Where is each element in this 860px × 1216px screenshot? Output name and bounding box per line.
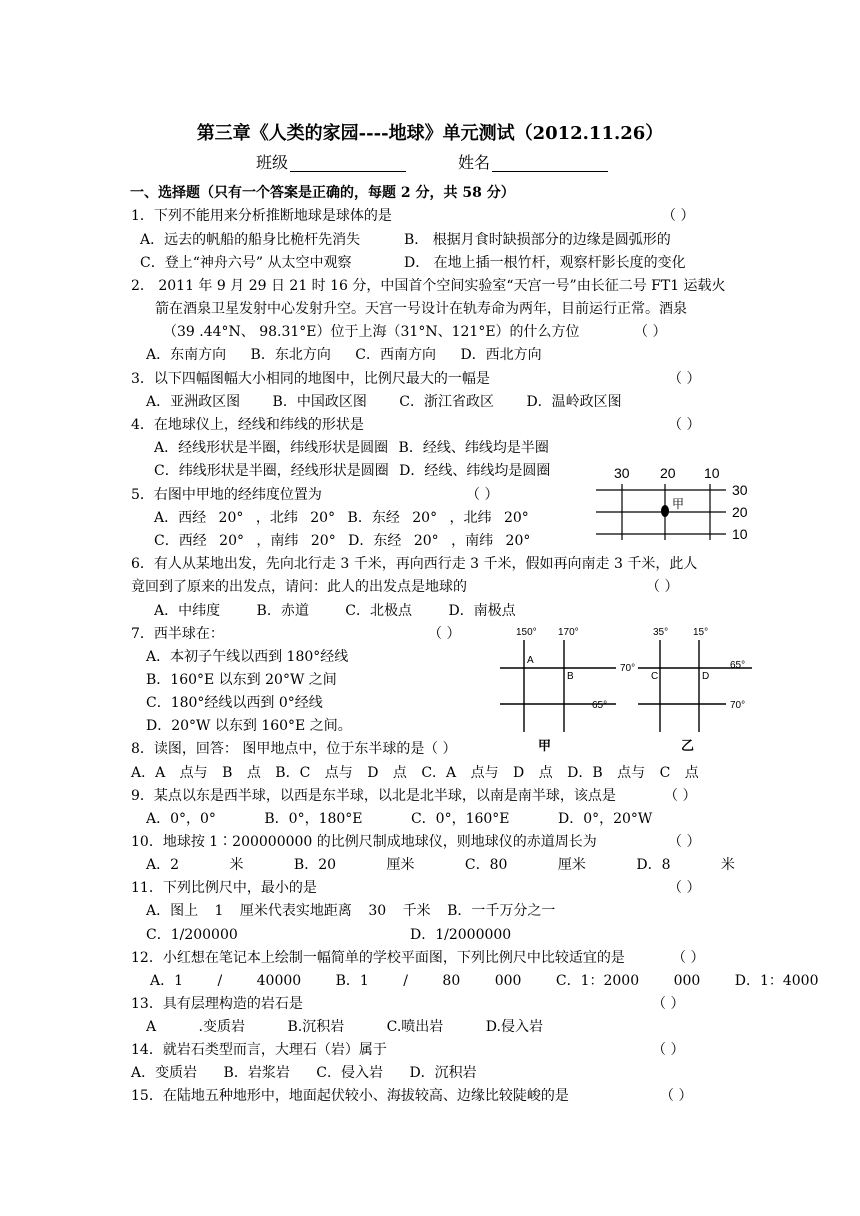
- q4-options-cd: C．纬线形状是半圈，经线形状是圆圈 D．经线、纬线均是圆圈: [154, 463, 551, 479]
- q3-options: A．亚洲政区图 B．中国政区图 C．浙江省政区 D．温岭政区图: [146, 394, 622, 410]
- q11-option-c: C．1/200000: [146, 927, 238, 943]
- question-10: 10．地球按 1∶200000000 的比例尺制成地球仪，则地球仪的赤道周长为: [131, 834, 597, 850]
- q7-option-a: A．本初子午线以西到 180°经线: [146, 649, 349, 665]
- q12-options: A．1 / 40000 B．1 / 80 000 C．1：2000 000 D．1：4000: [150, 973, 819, 989]
- q9-options: A．0°，0° B．0°，180°E C．0°，160°E D．0°，20°W: [146, 811, 653, 827]
- fig8-point-b: B: [567, 671, 574, 682]
- q4-options-ab: A．经线形状是半圈，纬线形状是圆圈 B．经线、纬线均是半圈: [154, 440, 549, 456]
- question-4: 4．在地球仪上，经线和纬线的形状是: [131, 417, 364, 433]
- question-6-line1: 6．有人从某地出发，先向北行走 3 千米，再向西行走 3 千米，假如再向南走 3 千米，此人: [131, 556, 698, 572]
- fig8-yi-caption: 乙: [681, 738, 695, 753]
- q5-figure: [592, 462, 762, 544]
- fig8-jia-top-label: 170°: [558, 627, 579, 638]
- q13-options: A .变质岩 B.沉积岩 C.喷出岩 D.侵入岩: [146, 1019, 543, 1035]
- q5-options-cd: C．西经 20° ，南纬 20° D．东经 20° ，南纬 20°: [154, 533, 531, 549]
- question-6-line2: 竟回到了原来的出发点，请问：此人的出发点是地球的: [131, 579, 467, 595]
- answer-paren[interactable]: （ ）: [668, 371, 701, 387]
- question-1: 1．下列不能用来分析推断地球是球体的是: [131, 208, 392, 224]
- q1-option-d: D． 在地上插一根竹杆，观察杆影长度的变化: [404, 255, 686, 271]
- fig8-point-c: C: [651, 671, 659, 682]
- answer-paren[interactable]: （ ）: [652, 996, 685, 1012]
- answer-paren[interactable]: （ ）: [662, 208, 695, 224]
- page-title: 第三章《人类的家园----地球》单元测试（2012.11.26）: [196, 123, 664, 144]
- name-blank[interactable]: [492, 157, 608, 172]
- answer-paren[interactable]: （ ）: [668, 834, 701, 850]
- question-2-line3: （39 .44°N、 98.31°E）位于上海（31°N、121°E）的什么方位: [163, 324, 580, 340]
- fig5-right-label: 30: [732, 482, 748, 498]
- fig8-point-d: D: [702, 671, 710, 682]
- q5-options-ab: A．西经 20° ，北纬 20° B．东经 20° ，北纬 20°: [154, 510, 529, 526]
- fig8-jia-right-label: 70°: [620, 663, 636, 674]
- answer-paren[interactable]: （ ）: [466, 487, 499, 503]
- answer-paren[interactable]: （ ）: [668, 880, 701, 896]
- answer-paren[interactable]: （ ）: [634, 324, 667, 340]
- question-13: 13．具有层理构造的岩石是: [131, 996, 303, 1012]
- class-label: 班级: [256, 153, 289, 172]
- q7-option-c: C．180°经线以西到 0°经线: [146, 695, 323, 711]
- fig5-top-label: 30: [614, 465, 630, 481]
- fig8-yi-right-label: 65°: [730, 660, 746, 671]
- fig5-point-label: 甲: [672, 497, 685, 511]
- q8-figure: [494, 622, 760, 754]
- q14-options: A．变质岩 B．岩浆岩 C．侵入岩 D．沉积岩: [131, 1065, 477, 1081]
- question-2-line1: 2． 2011 年 9 月 29 日 21 时 16 分，中国首个空间实验室“天宫一号”由长征二号 FT1 运载火: [131, 278, 726, 294]
- q1-option-a: A．远去的帆船的船身比桅杆先消失: [140, 232, 361, 248]
- class-field: [256, 154, 406, 172]
- answer-paren[interactable]: （ ）: [664, 788, 697, 804]
- answer-paren[interactable]: （ ）: [660, 1088, 693, 1104]
- question-9: 9．某点以东是西半球，以西是东半球，以北是北半球，以南是南半球，该点是: [131, 788, 616, 804]
- q6-options: A．中纬度 B．赤道 C．北极点 D．南极点: [154, 603, 516, 619]
- section-heading: 一、选择题（只有一个答案是正确的，每题 2 分，共 58 分）: [130, 185, 515, 201]
- question-11: 11．下列比例尺中，最小的是: [131, 880, 317, 896]
- question-8: 8．读图，回答： 图甲地点中，位于东半球的是: [131, 741, 425, 757]
- fig8-yi-top-label: 15°: [693, 627, 709, 638]
- q2-options: A．东南方向 B．东北方向 C．西南方向 D．西北方向: [146, 347, 542, 363]
- fig5-point-jia: [661, 505, 669, 517]
- fig8-jia-top-label: 150°: [516, 627, 537, 638]
- fig5-right-label: 20: [732, 504, 748, 520]
- fig5-right-label: 10: [732, 526, 748, 542]
- name-label: 姓名: [458, 153, 491, 172]
- fig5-top-label: 20: [660, 465, 676, 481]
- q7-option-d: D．20°W 以东到 160°E 之间。: [146, 718, 352, 734]
- fig8-jia-caption: 甲: [538, 738, 552, 753]
- question-7: 7．西半球在：: [131, 626, 224, 642]
- answer-paren[interactable]: （ ）: [646, 579, 679, 595]
- fig5-top-label: 10: [704, 465, 720, 481]
- q10-options: A．2 米 B．20 厘米 C．80 厘米 D．8 米: [146, 857, 735, 873]
- q1-option-b: B． 根据月食时缺损部分的边缘是圆弧形的: [404, 232, 671, 248]
- fig8-yi-right-label: 70°: [730, 700, 746, 711]
- question-12: 12．小红想在笔记本上绘制一幅简单的学校平面图，下列比例尺中比较适宜的是: [131, 950, 625, 966]
- q7-option-b: B．160°E 以东到 20°W 之间: [146, 672, 337, 688]
- question-2-line2: 箭在酒泉卫星发射中心发射升空。天宫一号设计在轨寿命为两年，目前运行正常。酒泉: [155, 301, 687, 317]
- question-3: 3．以下四幅图幅大小相同的地图中，比例尺最大的一幅是: [131, 371, 490, 387]
- fig8-jia-right-label: 65°: [592, 700, 608, 711]
- answer-paren[interactable]: （ ）: [652, 1042, 685, 1058]
- question-14: 14．就岩石类型而言，大理石（岩）属于: [131, 1042, 387, 1058]
- answer-paren[interactable]: （ ）: [668, 417, 701, 433]
- q8-options: A．A 点与 B 点 B．C 点与 D 点 C．A 点与 D 点 D．B 点与 C 点: [131, 765, 699, 781]
- q11-options-ab: A．图上 1 厘米代表实地距离 30 千米 B．一千万分之一: [146, 903, 556, 919]
- q1-option-c: C．登上“神舟六号” 从太空中观察: [140, 255, 352, 271]
- class-blank[interactable]: [290, 157, 406, 172]
- answer-paren[interactable]: （ ）: [672, 950, 705, 966]
- question-15: 15．在陆地五种地形中，地面起伏较小、海拔较高、边缘比较陡峻的是: [131, 1088, 569, 1104]
- name-field: [458, 154, 608, 172]
- q11-option-d: D．1/2000000: [410, 927, 512, 943]
- fig8-point-a: A: [527, 655, 534, 666]
- answer-paren[interactable]: （ ）: [424, 741, 457, 757]
- fig8-yi-top-label: 35°: [653, 627, 669, 638]
- question-5: 5．右图中甲地的经纬度位置为: [131, 487, 322, 503]
- answer-paren[interactable]: （ ）: [428, 626, 461, 642]
